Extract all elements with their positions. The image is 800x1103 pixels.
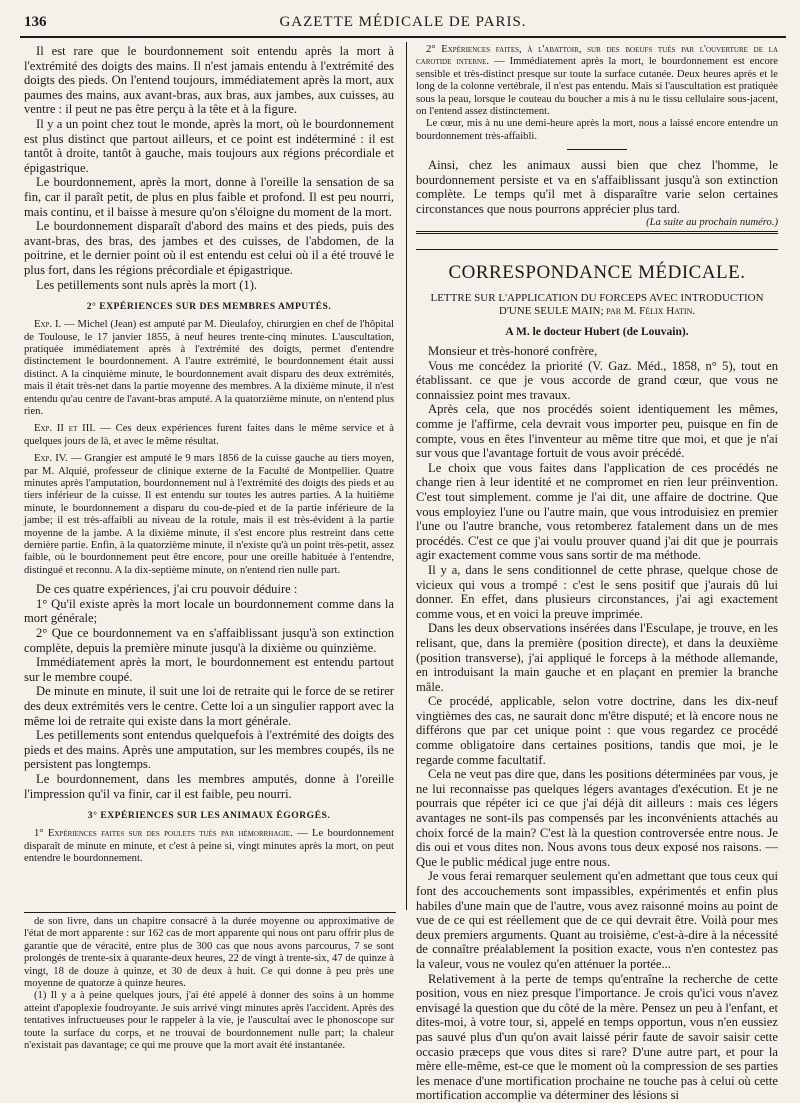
paragraph: Le choix que vous faites dans l'application de ces procédés ne change rien à leur identité et ne compromet en rien leur préinvention. C'est tout simplement. comme je l'ai dit, une affaire de doctrine. Que vous employiez l'une ou l'autre main, que vous introduisiez en premier l'une ou l'autre branche, vous retomberez fatalement dans un de mes procédés. C'est ce que j'ai voulu prouver quand j'ai dit que je pourrais agir exactement comme vous sans sortir de ma méthode. [416,460,778,563]
paragraph: Ce procédé, applicable, selon votre doctrine, dans les dix-neuf vingtièmes des cas, ne saurait donc m'être disputé; et là encore nous ne différons que par cet unique point : que vous regardez ce procédé comme obligatoire dans certaines positions, tandis que moi, je le regarde comme facultatif. [416,694,778,767]
experiment-label: 1° Expériences faites sur des poulets tués par hémorrhagie. [34,828,293,840]
paragraph: De minute en minute, il suit une loi de retraite qui le force de se retirer des deux extrémités vers le centre. Cette loi a un singulier rapport avec la même loi de retraite qui existe dans la mort générale. [24,684,394,728]
paragraph: De ces quatre expériences, j'ai cru pouvoir déduire : [36,582,298,597]
experiment-paragraph: 2° Expériences faites, à l'abattoir, sur des boeufs tués par l'ouverture de la carotide interne. — Immédiatement après la mort, le bourdonnement est encore sensible et très-distinct presque sur toute la surface cutanée. Deux heures après et le long de la colonne vertébrale, il n'est pas entendu. Mais si l'auscultation est pratiquée sous la peau, lorsque le couteau du boucher a mis à nu le tissu cellulaire sous-jacent, on l'entend assez distinctement. [416,44,778,118]
experiment-label: Exp. II et III. [34,423,96,435]
paragraph: 1° Qu'il existe après la mort locale un bourdonnement comme dans la mort générale; [24,596,394,626]
paragraph: Je vous ferai remarquer seulement qu'en admettant que tous ceux qui font des accouchements sont impassibles, expérimentés et enfin plus habiles d'une main que de l'autre, vous avez raisonné moins au point de vue de ce qui est réellement que de ce qui devrait être. Voilà pour mes deux premiers arguments. Quant au troisième, c'est-à-dire à la nécessité de connaître préalablement la position exacte, vous n'en contestez pas la valeur, vous ne voulez qu'en atténuer la portée... [416,869,778,971]
footnote: de son livre, dans un chapitre consacré à la durée moyenne ou approximative de l'état de mort apparente : sur 162 cas de mort apparente qui nous ont paru offrir plus de garantie que de véracité, entre plus de 300 cas que nous avons parcourus, 7 se sont prolongés de trente-six à quarante-deux heures, 22 de vingt à trente-six, 47 de quinze à vingt, 18 de douze à quinze, et 30 de deux à huit. Ce qui donne à peu près une moyenne de quatorze à quinze heures. [24,916,394,990]
paragraph: Après cela, que nos procédés soient identiquement les mêmes, comme je l'affirme, cela devrait vous importer peu, puisque en fin de compte, vous en êtes l'inventeur au même titre que moi, et que je n'ai sur vous que l'avantage fortuit de vous avoir précédé. [416,402,778,461]
footnote: (1) Il y a à peine quelques jours, j'ai été appelé à donner des soins à un homme atteint d'apoplexie foudroyante. Je suis arrivé vingt minutes après l'accident. Après des tentatives infructueuses pour le rappeler à la vie, je l'auscultai avec le phonoscope sur toute la surface du corps, et ne trouvai de bourdonnement nulle part; la chaleur n'existait pas davantage; ce qui me prouve que la mort avait été instantanée. [24,990,394,1052]
experiment-paragraph: 1° Expériences faites sur des poulets tués par hémorrhagie. — Le bourdonnement disparaît de minute en minute, et c'est à peine si, vingt minutes après la mort, on peut entendre le bourdonnement. [24,828,395,864]
newspaper-page [20,10,786,1103]
experiment-paragraph: Exp. IV. — Grangier est amputé le 9 mars 1856 de la cuisse gauche au tiers moyen, par M. Alquié, professeur de clinique externe de la Faculté de Montpellier. Quatre minutes après l'amputation, bourdonnement nul à l'extrémité des doigts des pieds et au tiers inférieur de la cuisse. Il est entendu sur toutes les autres parties. A la huitième minute, le bourdonnement a disparu du cou-de-pied et de la partie inférieure de la jambe; il est très-affaibli au niveau de la rotule, mais il est très-évident à la partie moyenne de la jambe. A la dixième minute, il s'est encore plus restreint dans cette dernière partie. Enfin, à la quatorzième minute, il n'existe qu'à un point très-petit, assez faible, où le bourdonnement peut être encore, pour une oreille habituée à l'entendre, distingué et reconnu. A la dix-septième minute, on n'entend rien nulle part. [24,453,394,576]
paragraph: Les petillements sont nuls après la mort (1). [36,277,258,292]
section-heading: 2° EXPÉRIENCES SUR DES MEMBRES AMPUTÉS. [86,301,332,313]
addressee: A M. le docteur Hubert (de Louvain). [505,326,689,339]
paragraph: Il est rare que le bourdonnement soit entendu après la mort à l'extrémité des doigts des mains. Il n'est jamais entendu à l'extrémité des doigts des pieds. On l'entend toujours, immédiatement après la mort, aux paumes des mains, aux avant-bras, aux bras, aux jambes, aux cuisses, au ventre : il peut ne pas être perçu à la tête et à la figure. [24,44,394,117]
paragraph: Relativement à la perte de temps qu'entraîne la recherche de cette position, vous en niez presque l'importance. Je crois qu'ici vous n'avez envisagé la question que du côté de la mère. Pensez un peu à l'enfant, et dites-moi, à votre tour, si, appelé en temps opportun, vous n'en eussiez pas sauvé plus d'un qu'on avait laissé périr faute de savoir saisir cette occasio præceps que vous dites si rare? D'une autre part, et pour la mère elle-même, est-ce que le moment où la compression de ses parties les menace d'une mortification prochaine ne touche pas à celui où cette mortification accomplie va déterminer des lésions si [416,971,778,1103]
experiment-label: Exp. IV. [34,453,68,465]
footnotes [24,916,394,1086]
paragraph: Dans les deux observations insérées dans l'Esculape, je trouve, en les relisant, que, dans la première (position directe), et dans la deuxième (position transverse), j'ai appliqué le forceps à la méthode allemande, en introduisant la main gauche et en plaçant en premier la branche mâle. [416,621,778,694]
paragraph: Il y a, dans le sens conditionnel de cette phrase, quelque chose de vicieux qui vous a trompé : c'est le sens positif que j'aurais dû lui donner. En effet, dans plusieurs circonstances, j'ai agi exactement comme vous, et en voici la preuve imprimée. [416,562,778,621]
right-column [416,44,778,1103]
left-column [24,44,394,910]
paragraph: Le bourdonnement, après la mort, donne à l'oreille la sensation de sa fin, car il paraît petit, de plus en plus faible et profond. Il est peu nourri, mais continu, et il baisse à mesure qu'on s'éloigne du moment de la mort. [24,175,394,219]
paragraph: Il y a un point chez tout le monde, après la mort, où le bourdonnement est plus distinct que partout ailleurs, et ce point est indéterminé : il est tantôt à droite, tantôt à gauche, mais toujours aux régions précordiale et épigastrique. [24,116,394,175]
paragraph: Ainsi, chez les animaux aussi bien que chez l'homme, le bourdonnement persiste et va en s'affaiblissant jusqu'à son extinction complète. Le temps qu'il met à disparaître varie selon certaines circonstances que nous pourrons apprécier plus tard. [416,158,778,217]
column-divider [406,42,407,910]
salutation: Monsieur et très-honoré confrère, [428,344,598,359]
double-rule [416,231,778,237]
paragraph: Le bourdonnement, dans les membres amputés, donne à l'oreille l'impression qu'il va finir, car il est faible, peu nourri. [24,771,394,801]
journal-title: GAZETTE MÉDICALE DE PARIS. [279,14,527,30]
paragraph: 2° Que ce bourdonnement va en s'affaiblissant jusqu'à son extinction complète, depuis la première minute jusqu'à la dixième ou quinzième. [24,626,394,655]
separator [567,149,627,150]
paragraph: Vous me concédez la priorité (V. Gaz. Méd., 1858, n° 5), tout en établissant. ce que je vous accorde de grand cœur, que vous ne connaissiez point mes travaux. [416,358,778,402]
paragraph: Cela ne veut pas dire que, dans les positions déterminées par vous, je ne lui reconnaisse pas quelques légers avantages d'exécution. Et je ne pourrais que répéter ici ce que j'ai déjà dit ailleurs : mais ces légers avantages ne sont-ils pas compensés par les inconvénients attachés au choix forcé de la main? C'est là la question controversée entre nous. Je dis oui et vous dites non. Nous avons tous deux exposé nos raisons. — Que le public médical juge entre nous. [416,767,778,869]
paragraph: Immédiatement après la mort, le bourdonnement est entendu partout sur le membre coupé. [24,655,394,684]
continuation-note: (La suite au prochain numéro.) [646,216,778,228]
paragraph: Le cœur, mis à nu une demi-heure après la mort, nous a laissé encore entendre un bourdonnement très-affaibli. [416,118,778,142]
experiment-label: 2° Expériences faites, à l'abattoir, sur des boeufs tués par l'ouverture de la carotide interne. [416,44,778,68]
section-title: CORRESPONDANCE MÉDICALE. [416,249,778,284]
paragraph: Le bourdonnement disparaît d'abord des mains et des pieds, puis des avant-bras, des bras, des jambes et des cuisses, de l'abdomen, de la poitrine, et le dernier point où il est entendu est celui où il a été trouvé le plus fort, dans les régions précordiale et épigastrique. [24,219,394,277]
section-heading: 3° EXPÉRIENCES SUR LES ANIMAUX ÉGORGÉS. [87,810,331,822]
footnote-rule [24,912,396,913]
experiment-paragraph: Exp. I. — Michel (Jean) est amputé par M. Dieulafoy, chirurgien en chef de l'hôpital de Toulouse, le 17 janvier 1855, à neuf heures trente-cinq minutes. L'auscultation, pratiquée immédiatement après à l'extrémité des doigts, permet d'entendre distinctement le bourdonnement. A l'autre extrémité, le bourdonnement était aussi distinct. A la cinquième minute, le bourdonnement avait disparu des deux extrémités, mais il était très-net dans la partie moyenne des membres. A la dixième minute, il n'est entendu qu'au centre de l'avant-bras amputé. A la quatorzième minute, on n'entend plus rien. [24,319,394,417]
page-number: 136 [24,14,47,30]
letter-title: LETTRE SUR L'APPLICATION DU FORCEPS AVEC INTRODUCTION D'UNE SEULE MAIN; par M. Félix Hatin. [430,292,764,318]
experiment-paragraph: Exp. II et III. — Ces deux expériences furent faites dans le même service et à quelques jours de là, et avec le même résultat. [24,423,394,447]
experiment-label: Exp. I. [34,319,62,331]
page-header [20,12,786,38]
paragraph: Les petillements sont entendus quelquefois à l'extrémité des doigts des pieds et des mains. Après une amputation, sur les membres coupés, ils ne persistent pas longtemps. [24,728,394,772]
